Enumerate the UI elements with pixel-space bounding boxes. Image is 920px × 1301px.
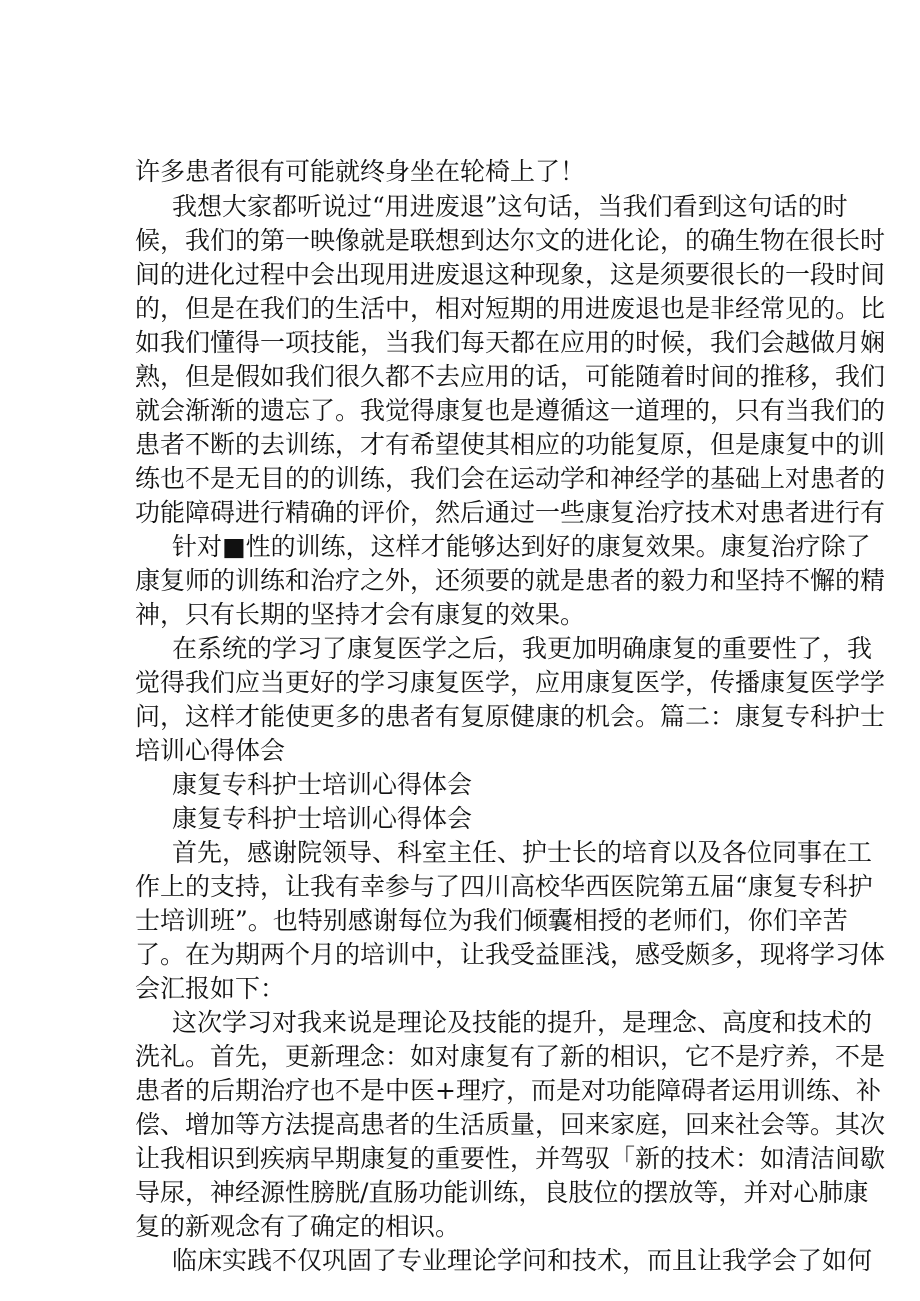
- text-line: 间的进化过程中会出现用进废退这种现象，这是须要很长的一段时间: [135, 260, 886, 289]
- text-line: 许多患者很有可能就终身坐在轮椅上了！: [135, 157, 586, 186]
- text-line: 这次学习对我来说是理论及技能的提升，是理念、高度和技术的: [172, 1008, 873, 1037]
- text-line: 练也不是无目的的训练，我们会在运动学和神经学的基础上对患者的: [135, 464, 886, 493]
- text-line: 让我相识到疾病早期康复的重要性，并驾驭「新的技术：如清洁间歇: [135, 1144, 886, 1173]
- text-line: 首先，感谢院领导、科室主任、护士长的培育以及各位同事在工: [172, 838, 873, 867]
- text-line: 会汇报如下：: [135, 974, 286, 1003]
- text-line: 如我们懂得一项技能，当我们每天都在应用的时候，我们会越做月娴: [135, 328, 886, 357]
- text-line: 复的新观念有了确定的相识。: [135, 1212, 461, 1241]
- text-line: 康复专科护士培训心得体会: [172, 804, 473, 833]
- text-line: 觉得我们应当更好的学习康复医学，应用康复医学，传播康复医学学: [135, 668, 886, 697]
- text-line: 候，我们的第一映像就是联想到达尔文的进化论，的确生物在很长时: [135, 226, 886, 255]
- text-line: 康复专科护士培训心得体会: [172, 770, 473, 799]
- text-line: 神，只有长期的坚持才会有康复的效果。: [135, 600, 586, 629]
- text-line: 在系统的学习了康复医学之后，我更加明确康复的重要性了，我: [172, 634, 873, 663]
- text-line: 培训心得体会: [135, 736, 286, 765]
- text-line: 作上的支持，让我有幸参与了四川高校华西医院第五届“康复专科护: [135, 872, 873, 901]
- text-line: 导尿，神经源性膀胱/直肠功能训练，良肢位的摆放等，并对心肺康: [135, 1178, 869, 1207]
- text-line: 的，但是在我们的生活中，相对短期的用进废退也是非经常见的。比: [135, 294, 886, 323]
- text-line: 熟，但是假如我们很久都不去应用的话，可能随着时间的推移，我们: [135, 362, 886, 391]
- text-line: 患者不断的去训练，才有希望使其相应的功能复原，但是康复中的训: [135, 430, 886, 459]
- text-line: 偿、增加等方法提高患者的生活质量，回来家庭，回来社会等。其次: [135, 1110, 886, 1139]
- text-line: 了。在为期两个月的培训中，让我受益匪浅，感受颇多，现将学习体: [135, 940, 886, 969]
- text-line: 问，这样才能使更多的患者有复原健康的机会。篇二：康复专科护士: [135, 702, 886, 731]
- text-line: 临床实践不仅巩固了专业理论学问和技术，而且让我学会了如何: [172, 1246, 873, 1275]
- text-line: 功能障碍进行精确的评价，然后通过一些康复治疗技术对患者进行有: [135, 498, 886, 527]
- text-line: 士培训班”。也特别感谢每位为我们倾囊相授的老师们，你们辛苦: [135, 906, 848, 935]
- text-line: 康复师的训练和治疗之外，还须要的就是患者的毅力和坚持不懈的精: [135, 566, 886, 595]
- text-line: 洗礼。首先，更新理念：如对康复有了新的相识，它不是疗养，不是: [135, 1042, 886, 1071]
- text-line: 就会渐渐的遗忘了。我觉得康复也是遵循这一道理的，只有当我们的: [135, 396, 886, 425]
- text-line: 针对■性的训练，这样才能够达到好的康复效果。康复治疗除了: [172, 532, 871, 561]
- text-line: 患者的后期治疗也不是中医+理疗，而是对功能障碍者运用训练、补: [135, 1076, 881, 1105]
- text-line: 我想大家都听说过“用进废退”这句话，当我们看到这句话的时: [172, 192, 848, 221]
